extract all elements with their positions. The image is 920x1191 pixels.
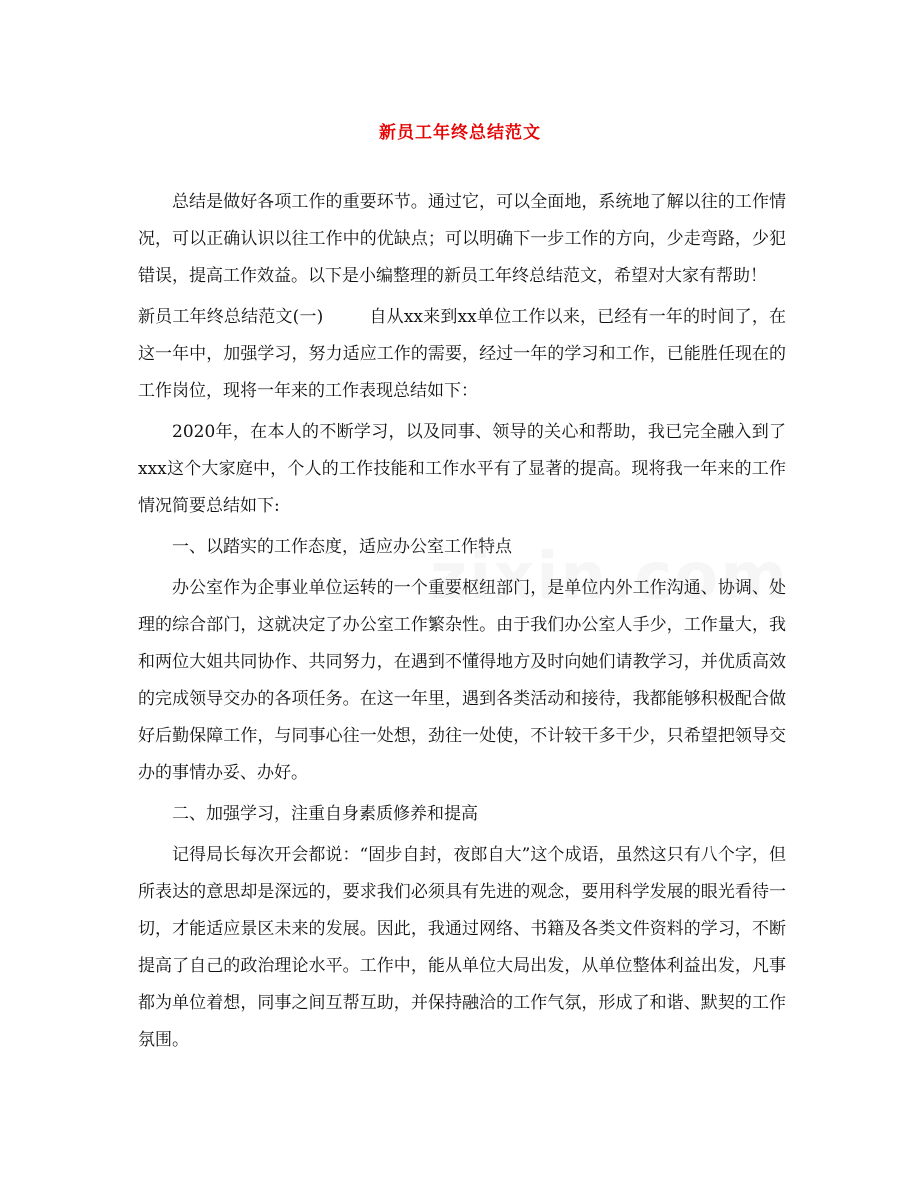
office-work-paragraph: 办公室作为企事业单位运转的一个重要枢纽部门，是单位内外工作沟通、协调、处理的综合部门，这就决定了办公室工作繁杂性。由于我们办公室人手少，工作量大，我和两位大姐共同协作、共同努力，在遇到不懂得地方及时向她们请教学习，并优质高效的完成领导交办的各项任务。在这一年里，遇到各类活动和接待，我都能够积极配合做好后勤保障工作，与同事心往一处想，劲往一处使，不计较干多干少，只希望把领导交办的事情办妥、办好。 — [138, 578, 786, 783]
document-body — [138, 184, 786, 1063]
study-paragraph: 记得局长每次开会都说：“固步自封，夜郎自大”这个成语，虽然这只有八个字，但所表达的意思却是深远的，要求我们必须具有先进的观念，要用科学发展的眼光看待一切，才能适应景区未来的发展。因此，我通过网络、书籍及各类文件资料的学习，不断提高了自己的政治理论水平。工作中，能从单位大局出发，从单位整体利益出发，凡事都为单位着想，同事之间互帮互助，并保持融洽的工作气氛，形成了和谐、默契的工作氛围。 — [138, 845, 786, 1050]
section1-opening: 自从xx来到xx单位工作以来，已经有一年的时间了，在这一年中，加强学习，努力适应工作的需要，经过一年的学习和工作，已能胜任现在的工作岗位，现将一年来的工作表现总结如下： — [138, 307, 787, 401]
document-title: 新员工年终总结范文 — [379, 123, 541, 143]
heading-two: 二、加强学习，注重自身素质修养和提高 — [172, 804, 478, 824]
year-summary-paragraph: 2020年，在本人的不断学习，以及同事、领导的关心和帮助，我已完全融入到了xxx这个大家庭中，个人的工作技能和工作水平有了显著的提高。现将我一年来的工作情况简要总结如下: — [138, 422, 786, 516]
intro-paragraph: 总结是做好各项工作的重要环节。通过它，可以全面地，系统地了解以往的工作情况，可以正确认识以往工作中的优缺点；可以明确下一步工作的方向，少走弯路，少犯错误，提高工作效益。以下是小编整理的新员工年终总结范文，希望对大家有帮助！ — [138, 192, 786, 286]
section1-paragraph — [138, 299, 786, 410]
heading-one: 一、以踏实的工作态度，适应办公室工作特点 — [172, 537, 512, 557]
section1-label: 新员工年终总结范文(一) — [138, 307, 324, 327]
